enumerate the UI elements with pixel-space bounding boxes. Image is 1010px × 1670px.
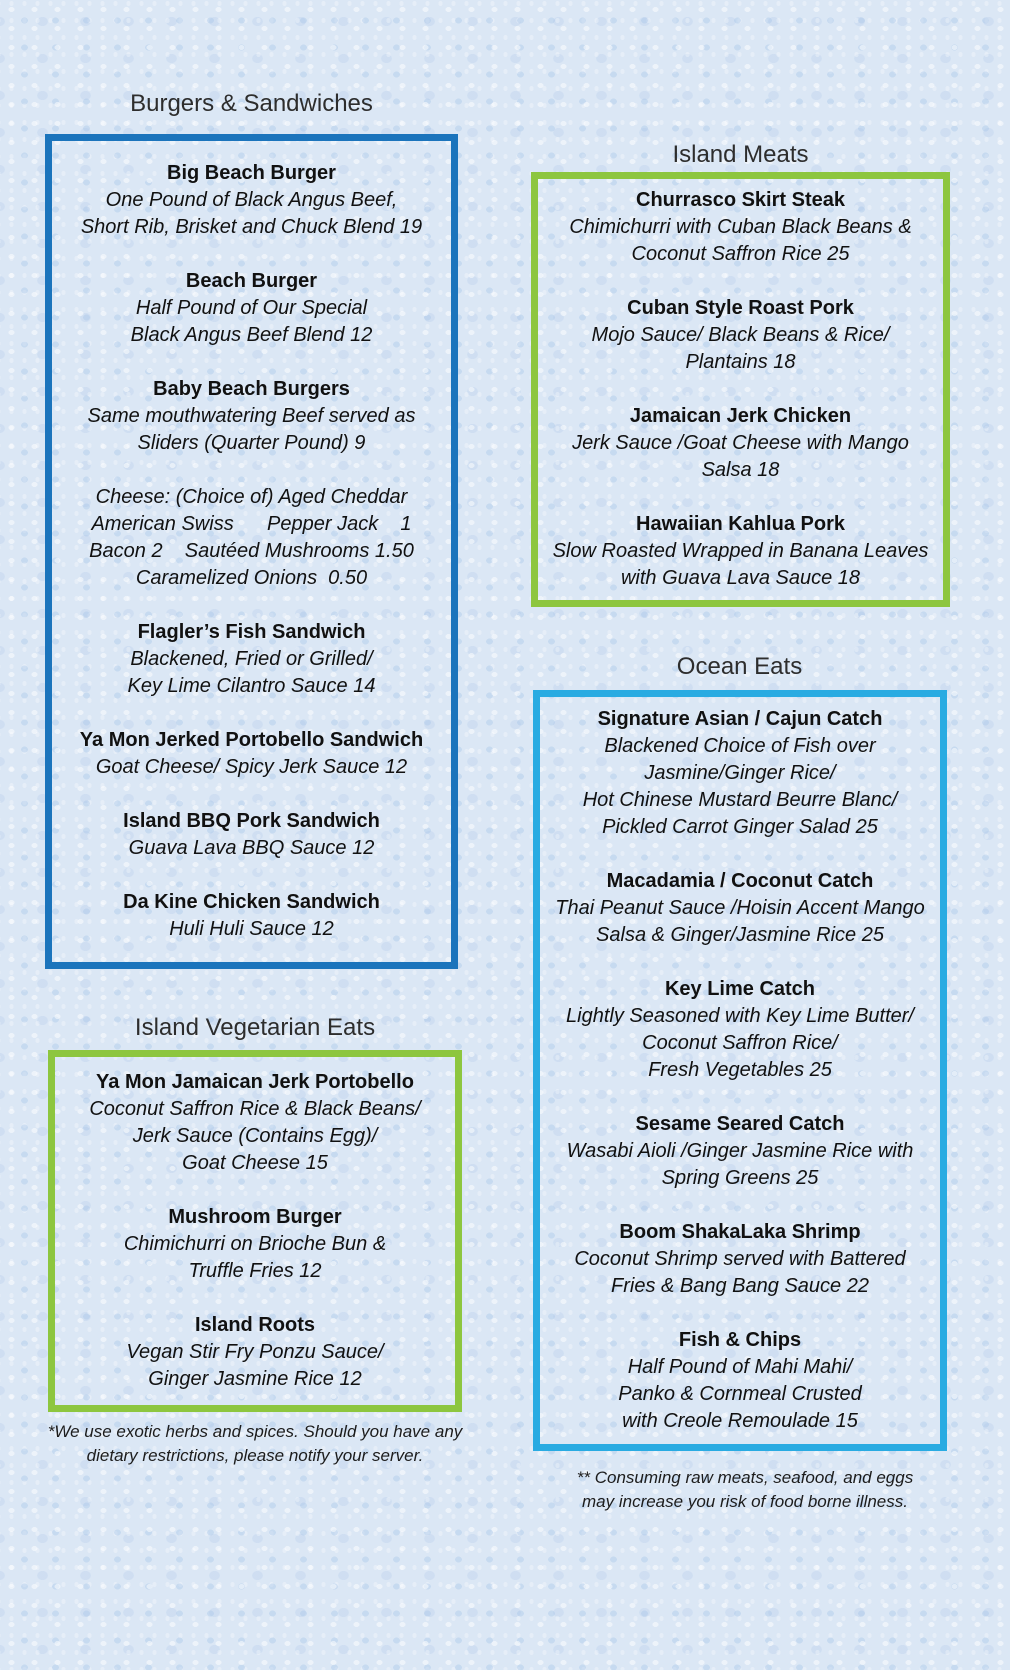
menu-item-description-line: Goat Cheese 15 [182, 1152, 328, 1174]
menu-item-description-line: Coconut Saffron Rice & Black Beans/ [89, 1098, 421, 1120]
menu-item-name: Island Roots [194, 1314, 315, 1336]
menu-item [59, 1204, 451, 1285]
menu-item [56, 376, 447, 457]
menu-item-description-line: Cheese: (Choice of) Aged Cheddar [95, 486, 408, 508]
menu-item-description-line: Ginger Jasmine Rice 12 [148, 1368, 362, 1390]
menu-item-description-line: Lightly Seasoned with Key Lime Butter/ [566, 1005, 914, 1027]
menu-item [56, 484, 447, 592]
menu-item-description-line: Coconut Shrimp served with Battered [574, 1248, 906, 1270]
menu-item [56, 268, 447, 349]
menu-item-name: Beach Burger [185, 270, 318, 292]
menu-item-name: Boom ShakaLaka Shrimp [619, 1221, 861, 1243]
section-title-island-meats: Island Meats [672, 141, 809, 168]
menu-item-description-line: Chimichurri on Brioche Bun & [123, 1233, 387, 1255]
menu-item-description-line: Short Rib, Brisket and Chuck Blend 19 [80, 216, 423, 238]
footnote-line: ** Consuming raw meats, seafood, and eggs [576, 1468, 914, 1487]
menu-item [542, 403, 939, 484]
menu-item-name: Da Kine Chicken Sandwich [123, 891, 380, 913]
footnote-line: *We use exotic herbs and spices. Should you have any [47, 1422, 463, 1441]
menu-item [544, 1111, 936, 1192]
menu-item-name: Flagler’s Fish Sandwich [137, 621, 366, 643]
menu-item-description-line: Chimichurri with Cuban Black Beans & [569, 216, 912, 238]
menu-item-name: Ya Mon Jamaican Jerk Portobello [96, 1071, 414, 1093]
menu-item-name: Island BBQ Pork Sandwich [123, 810, 380, 832]
menu-item-name: Hawaiian Kahlua Pork [636, 513, 845, 535]
menu-item [56, 619, 447, 700]
menu-item-description-line: with Creole Remoulade 15 [622, 1410, 858, 1432]
menu-item-description-line: Truffle Fries 12 [188, 1260, 322, 1282]
menu-item-name: Signature Asian / Cajun Catch [597, 708, 883, 730]
menu-item-description-line: Mojo Sauce/ Black Beans & Rice/ [591, 324, 890, 346]
menu-item-description-line: Vegan Stir Fry Ponzu Sauce/ [126, 1341, 384, 1363]
menu-item-name: Big Beach Burger [167, 162, 336, 184]
menu-item-description-line: Fries & Bang Bang Sauce 22 [611, 1275, 869, 1297]
menu-item-description-line: Panko & Cornmeal Crusted [618, 1383, 862, 1405]
menu-item-description-line: Slow Roasted Wrapped in Banana Leaves [552, 540, 929, 562]
menu-item-description-line: Goat Cheese/ Spicy Jerk Sauce 12 [95, 756, 408, 778]
footnote-line: dietary restrictions, please notify your server. [86, 1446, 424, 1465]
menu-item-description-line: Hot Chinese Mustard Beurre Blanc/ [582, 789, 898, 811]
menu-item [542, 511, 939, 592]
menu-item-description-line: Coconut Saffron Rice/ [642, 1032, 838, 1054]
menu-item-name: Macadamia / Coconut Catch [606, 870, 874, 892]
menu-item [59, 1069, 451, 1177]
menu-item-description-line: Salsa & Ginger/Jasmine Rice 25 [596, 924, 884, 946]
menu-item-name: Mushroom Burger [168, 1206, 342, 1228]
menu-item [544, 1327, 936, 1435]
menu-item-description-line: Thai Peanut Sauce /Hoisin Accent Mango [555, 897, 925, 919]
menu-item [56, 160, 447, 241]
menu-item-name: Jamaican Jerk Chicken [629, 405, 852, 427]
menu-item-description-line: Half Pound of Mahi Mahi/ [627, 1356, 853, 1378]
menu-item [544, 976, 936, 1084]
menu-item-description-line: Guava Lava BBQ Sauce 12 [128, 837, 375, 859]
ocean-eats-box [533, 690, 947, 1451]
menu-item-description-line: Pickled Carrot Ginger Salad 25 [602, 816, 878, 838]
menu-item-name: Baby Beach Burgers [153, 378, 350, 400]
menu-item-description-line: Jasmine/Ginger Rice/ [644, 762, 836, 784]
menu-item [56, 889, 447, 943]
menu-item-description-line: Blackened, Fried or Grilled/ [130, 648, 373, 670]
menu-item-description-line: Same mouthwatering Beef served as [87, 405, 416, 427]
menu-item-description-line: One Pound of Black Angus Beef, [105, 189, 398, 211]
menu-item [544, 868, 936, 949]
menu-item-name: Ya Mon Jerked Portobello Sandwich [79, 729, 424, 751]
menu-item-description-line: Caramelized Onions 0.50 [135, 567, 368, 589]
dietary-restrictions-footnote [40, 1420, 470, 1468]
menu-item-description-line: Jerk Sauce (Contains Egg)/ [132, 1125, 378, 1147]
menu-item [59, 1312, 451, 1393]
menu-item [544, 1219, 936, 1300]
menu-item-description-line: American Swiss Pepper Jack 1 [91, 513, 412, 535]
menu-item-description-line: Fresh Vegetables 25 [648, 1059, 832, 1081]
menu-item-description-line: Black Angus Beef Blend 12 [130, 324, 373, 346]
menu-item [542, 295, 939, 376]
menu-item-description-line: Wasabi Aioli /Ginger Jasmine Rice with [566, 1140, 914, 1162]
section-title-burgers-sandwiches: Burgers & Sandwiches [130, 90, 373, 117]
menu-item-name: Cuban Style Roast Pork [627, 297, 854, 319]
menu-item-description-line: Key Lime Cilantro Sauce 14 [127, 675, 376, 697]
menu-item-description-line: Sliders (Quarter Pound) 9 [137, 432, 366, 454]
island-vegetarian-eats-box [48, 1050, 462, 1412]
menu-item-name: Key Lime Catch [664, 978, 816, 1000]
menu-item [56, 808, 447, 862]
menu-item-description-line: Huli Huli Sauce 12 [169, 918, 334, 940]
menu-item-description-line: Jerk Sauce /Goat Cheese with Mango [572, 432, 909, 454]
footnote-line: may increase you risk of food borne illness. [582, 1492, 908, 1511]
menu-item-description-line: Salsa 18 [701, 459, 780, 481]
menu-item [56, 727, 447, 781]
menu-item-description-line: Coconut Saffron Rice 25 [631, 243, 850, 265]
menu-item-name: Fish & Chips [678, 1329, 802, 1351]
section-title-ocean-eats: Ocean Eats [676, 653, 803, 680]
island-meats-box [531, 172, 950, 607]
menu-item-name: Sesame Seared Catch [635, 1113, 845, 1135]
burgers-sandwiches-box [45, 134, 458, 969]
menu-item-description-line: Spring Greens 25 [661, 1167, 819, 1189]
raw-food-warning-footnote [530, 1466, 960, 1514]
menu-item-description-line: with Guava Lava Sauce 18 [620, 567, 861, 589]
menu-item-description-line: Half Pound of Our Special [135, 297, 368, 319]
menu-item-name: Churrasco Skirt Steak [636, 189, 845, 211]
menu-item-description-line: Plantains 18 [685, 351, 796, 373]
menu-item [542, 187, 939, 268]
menu-item-description-line: Bacon 2 Sautéed Mushrooms 1.50 [89, 540, 414, 562]
section-title-island-vegetarian-eats: Island Vegetarian Eats [134, 1014, 376, 1041]
menu-item-description-line: Blackened Choice of Fish over [604, 735, 876, 757]
menu-item [544, 706, 936, 841]
